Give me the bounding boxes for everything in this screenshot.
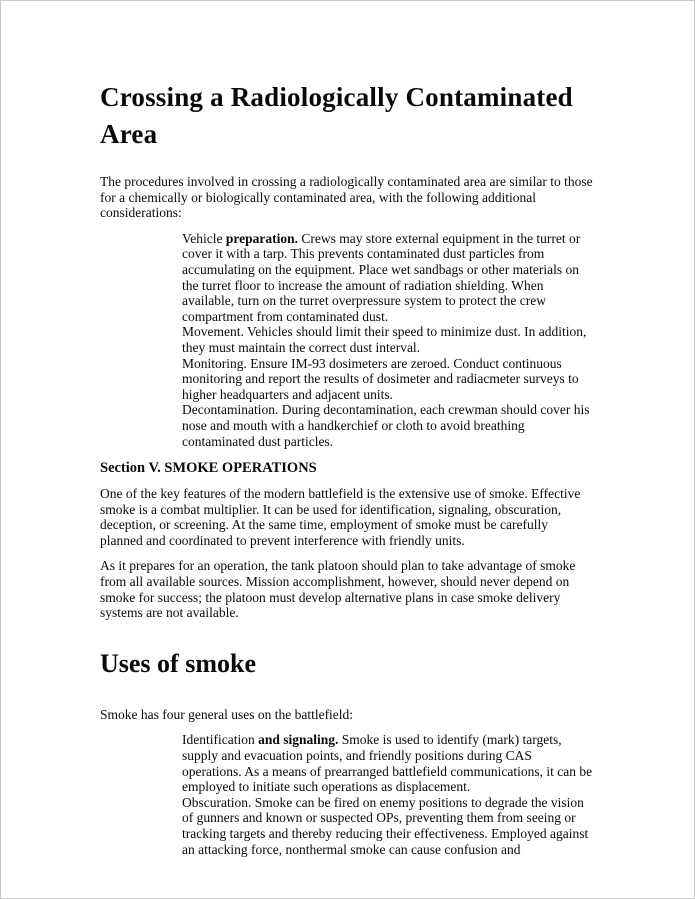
intro-paragraph: The procedures involved in crossing a radiologically contaminated area are similar to those for a chemically or biologically contaminated area, with the following additional considerations: [100, 174, 593, 221]
consideration-text: Monitoring. Ensure IM-93 dosimeters are zeroed. Conduct continuous monitoring and report the results of dosimeter and radiacmeter surveys to higher headquarters and adjacent units. [182, 355, 579, 402]
use-bold-text: and signaling. [258, 732, 339, 748]
consideration-text: Crews may store external equipment in the turret or cover it with a tarp. This prevents contaminated dust particles from accumulating on the equipment. Place wet sandbags or other materials on the turret floor to increase the amount of radiation shielding. When available, turn on the turret overpressure system to protect the crew compartment from contaminated dust. [182, 230, 581, 324]
consideration-bold-text: preparation. [225, 230, 298, 246]
consideration-movement [182, 324, 594, 355]
use-text: Identification [182, 732, 259, 748]
uses-block [182, 732, 594, 857]
use-obscuration [182, 795, 594, 857]
consideration-text: Vehicle [182, 230, 226, 246]
consideration-monitoring [182, 356, 594, 403]
page-title: Crossing a Radiologically Contaminated Area [100, 82, 573, 149]
use-text: Obscuration. Smoke can be fired on enemy positions to degrade the vision of gunners and known or suspected OPs, preventing them from seeing or tracking targets and thereby reducing their effectiveness. Employed against an attacking force, nonthermal smoke can cause confusion and [182, 794, 589, 857]
consideration-text: Movement. Vehicles should limit their speed to minimize dust. In addition, they must maintain the correct dust interval. [182, 324, 587, 355]
use-text: Smoke is used to identify (mark) targets, supply and evacuation points, and friendly positions during CAS operations. As a means of prearranged battlefield communications, it can be employed to initiate such operations as displacement. [182, 732, 593, 795]
considerations-block [182, 231, 594, 449]
uses-of-smoke-heading: Uses of smoke [100, 648, 256, 678]
smoke-paragraph-2: As it prepares for an operation, the tank platoon should plan to take advantage of smoke from all available sources. Mission accomplishment, however, should never depend on smoke for success; the platoon must develop alternative plans in case smoke delivery systems are not available. [100, 558, 576, 621]
uses-intro-paragraph: Smoke has four general uses on the battlefield: [100, 706, 354, 722]
consideration-decontamination [182, 402, 594, 449]
consideration-vehicle-preparation [182, 231, 594, 325]
consideration-text: Decontamination. During decontamination, each crewman should cover his nose and mouth with a handkerchief or cloth to avoid breathing contaminated dust particles. [182, 402, 590, 449]
use-identification-signaling [182, 732, 594, 794]
smoke-paragraph-1: One of the key features of the modern battlefield is the extensive use of smoke. Effective smoke is a combat multiplier. It can be used for identification, signaling, obscuration, deception, or screening. At the same time, employment of smoke must be carefully planned and coordinated to prevent interference with friendly units. [100, 486, 581, 548]
section-heading-smoke-operations: Section V. SMOKE OPERATIONS [100, 460, 317, 477]
